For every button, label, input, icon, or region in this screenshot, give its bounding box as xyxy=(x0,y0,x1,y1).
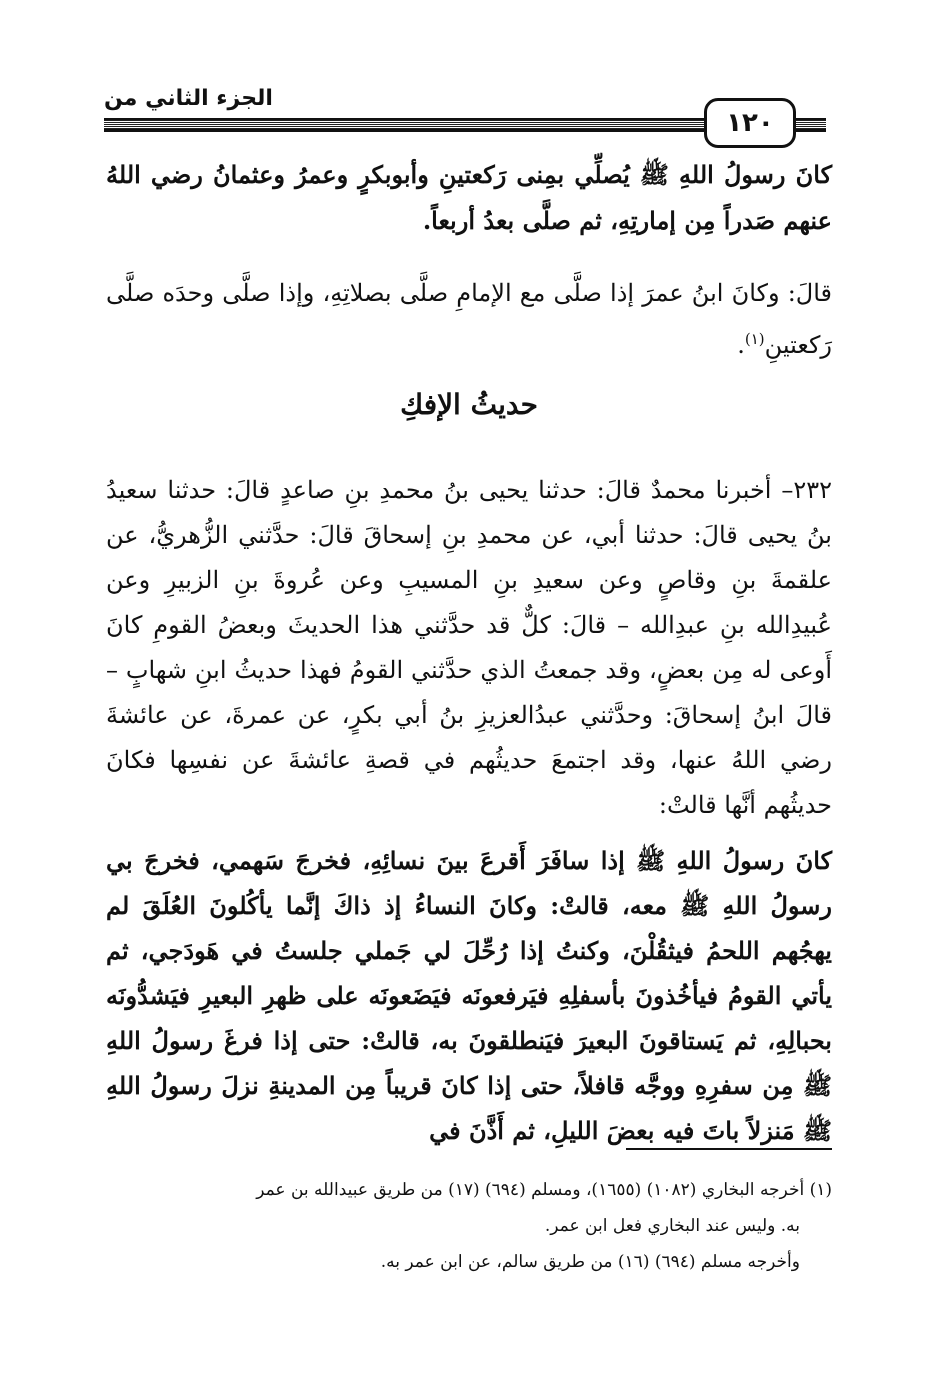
footnote-divider xyxy=(626,1148,832,1150)
paragraph-ibn-umar-end: . xyxy=(737,331,745,359)
footnote-line-1: (١) أخرجه البخاري (١٠٨٢) (١٦٥٥)، ومسلم (٦٩٤) (١٧) من طريق عبيدالله بن عمر xyxy=(256,1180,832,1200)
paragraph-isnad: ٢٣٢– أخبرنا محمدٌ قالَ: حدثنا يحيى بنُ محمدِ بنِ صاعدٍ قالَ: حدثنا سعيدُ بنُ يحيى قالَ: حدثنا أبي، عن محمدِ بنِ إسحاقَ قالَ: حدَّثني الزُّهريُّ، عن علقمةَ بنِ وقاصٍ وعن سعيدِ بنِ المسيبِ وعن عُروةَ بنِ الزبيرِ وعن عُبيدِالله بنِ عبدِالله – قالَ: كلٌّ قد حدَّثني هذا الحديثَ وبعضُ القومِ كانَ أَوعى له مِن بعضٍ، وقد جمعتُ الذي حدَّثني القومُ فهذا حديثُ ابنِ شهابٍ – قالَ ابنُ إسحاقَ: وحدَّثني عبدُالعزيزِ بنُ أبي بكرٍ، عن عمرةَ، عن عائشةَ رضي اللهُ عنها، وقد اجتمعَ حديثُهم في قصةِ عائشةَ عن نفسِها فكانَ حديثُهم أنَّها قالتْ: xyxy=(106,476,833,819)
paragraph-matn: كانَ رسولُ اللهِ ﷺ إذا سافَرَ أَقرعَ بينَ نسائِهِ، فخرجَ سَهمي، فخرجَ بي رسولُ اللهِ ﷺ معه، قالتْ: وكانَ النساءُ إذ ذاكَ إنَّما يأكُلونَ العُلَقَ لم يهجُهم اللحمُ فيثقُلْنَ، وكنتُ إذا رُحِّلَ لي جَملي جلستُ في هَودَجي، ثم يأتي القومُ فيأخُذونَ بأسفلِهِ فيَرفعونَه فيَضَعونَه على ظهرِ البعيرِ فيَشدُّونَه بحبالِهِ، ثم يَستاقونَ البعيرَ فيَنطلقونَ به، قالتْ: حتى إذا فرغَ رسولُ اللهِ ﷺ مِن سفرِهِ ووجَّه قافلاً، حتى إذا كانَ قريباً مِن المدينةِ نزلَ رسولُ اللهِ ﷺ مَنزلاً باتَ فيه بعضَ الليلِ، ثم أَذَّنَ في xyxy=(106,846,832,1145)
paragraph-hadith-mina: كانَ رسولُ اللهِ ﷺ يُصلِّي بمِنى رَكعتينِ وأبوبكرٍ وعمرُ وعثمانُ رضي اللهُ عنهم صَدراً مِن إمارتِهِ، ثم صلَّى بعدُ أربعاً. xyxy=(106,160,832,235)
footnotes xyxy=(106,1172,832,1280)
footnote-line-3: وأخرجه مسلم (٦٩٤) (١٦) من طريق سالم، عن ابن عمر به. xyxy=(380,1252,800,1272)
header-rule-right xyxy=(796,118,826,132)
footnote-reference: (١) xyxy=(744,330,765,348)
section-heading: حديثُ الإفكِ xyxy=(400,388,538,421)
running-header-title: الجزء الثاني من xyxy=(104,86,273,111)
header-rule xyxy=(104,118,704,132)
footnote-line-2: به. وليس عند البخاري فعل ابن عمر. xyxy=(544,1216,800,1236)
paragraph-ibn-umar-text: قالَ: وكانَ ابنُ عمرَ إذا صلَّى مع الإمامِ صلَّى بصلاتِهِ، وإذا صلَّى وحدَه صلَّى رَكعتينِ xyxy=(106,279,832,359)
paragraph-ibn-umar xyxy=(106,270,832,368)
page-number: ١٢٠ xyxy=(704,98,796,148)
